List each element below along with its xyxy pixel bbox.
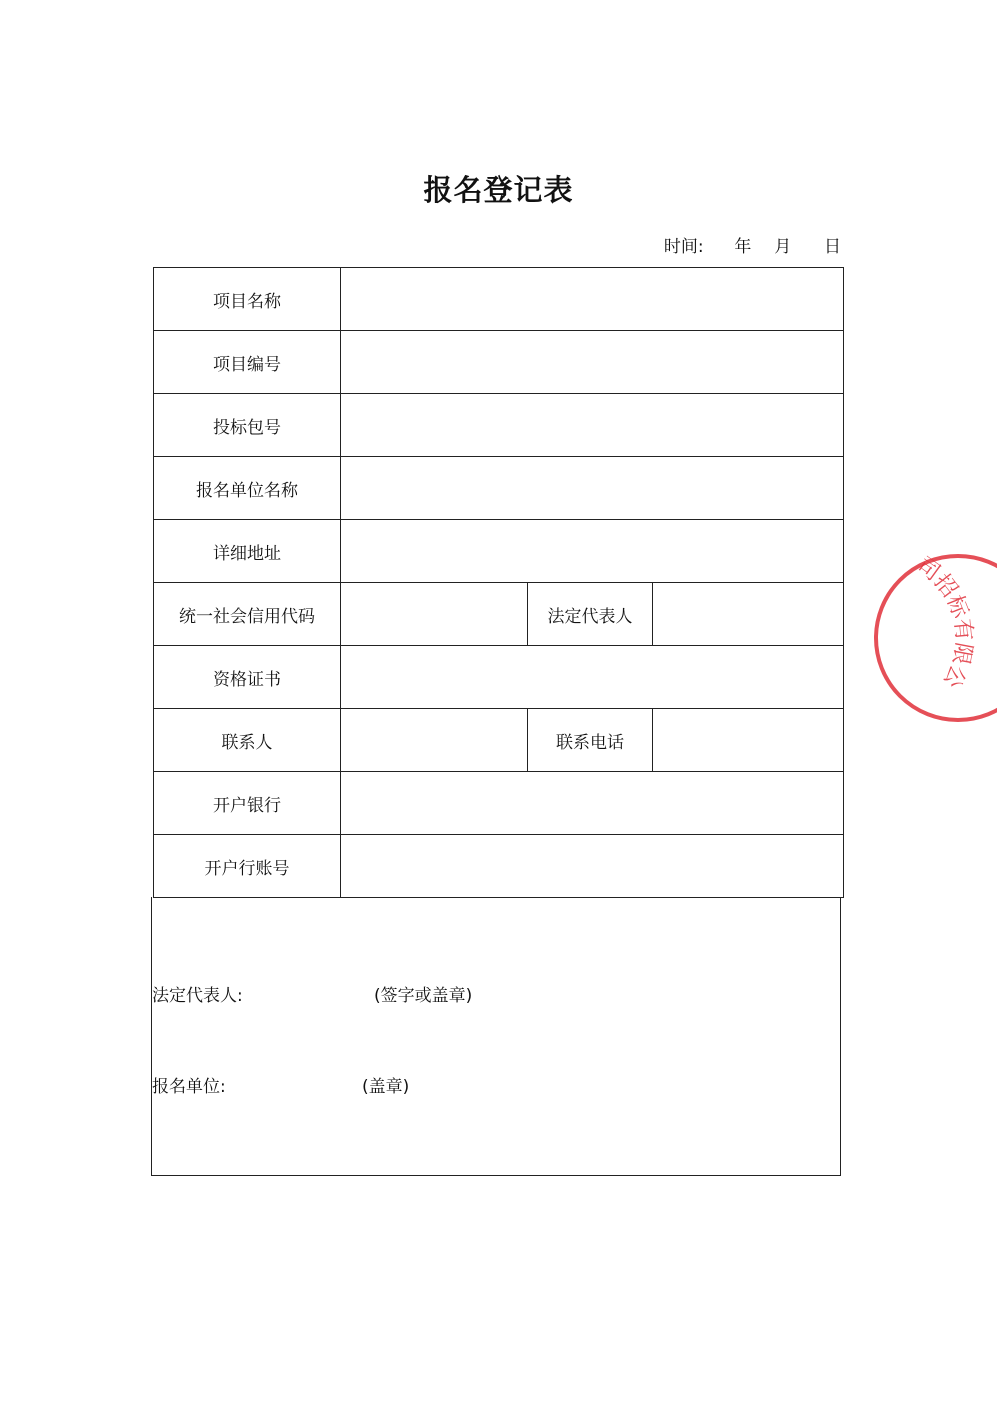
- project-number-field[interactable]: [341, 331, 844, 394]
- red-seal-stamp-icon: [860, 548, 997, 728]
- credit-code-label: 统一社会信用代码: [154, 583, 341, 646]
- table-row: [154, 835, 844, 898]
- table-row: [154, 394, 844, 457]
- legal-rep-signature-note: (签字或盖章): [374, 986, 473, 1006]
- qualification-field[interactable]: [341, 646, 844, 709]
- legal-rep-signature-label: 法定代表人:: [152, 986, 243, 1006]
- legal-rep-field[interactable]: [653, 583, 844, 646]
- date-year-label: 年: [734, 237, 752, 257]
- table-row: [154, 709, 844, 772]
- table-row: [154, 268, 844, 331]
- form-title: 报名登记表: [423, 173, 574, 207]
- svg-text:司招标有限公: [912, 553, 976, 692]
- date-day-label: 日: [824, 237, 841, 257]
- date-line: [664, 232, 841, 257]
- bid-package-label: 投标包号: [154, 394, 341, 457]
- registration-table: [153, 267, 844, 898]
- table-row: [154, 646, 844, 709]
- phone-field[interactable]: [653, 709, 844, 772]
- qualification-label: 资格证书: [154, 646, 341, 709]
- project-name-label: 项目名称: [154, 268, 341, 331]
- date-month-label: 月: [774, 237, 792, 257]
- address-field[interactable]: [341, 520, 844, 583]
- date-label: 时间:: [663, 237, 704, 257]
- unit-signature-note: (盖章): [362, 1077, 410, 1097]
- account-label: 开户行账号: [154, 835, 341, 898]
- bank-field[interactable]: [341, 772, 844, 835]
- project-name-field[interactable]: [341, 268, 844, 331]
- table-row: [154, 583, 844, 646]
- table-row: [154, 772, 844, 835]
- account-field[interactable]: [341, 835, 844, 898]
- address-label: 详细地址: [154, 520, 341, 583]
- credit-code-field[interactable]: [341, 583, 528, 646]
- legal-rep-label: 法定代表人: [528, 583, 653, 646]
- project-number-label: 项目编号: [154, 331, 341, 394]
- signature-box: [151, 897, 841, 1176]
- table-row: [154, 457, 844, 520]
- table-row: [154, 520, 844, 583]
- contact-label: 联系人: [154, 709, 341, 772]
- table-row: [154, 331, 844, 394]
- bank-label: 开户银行: [154, 772, 341, 835]
- unit-signature-label: 报名单位:: [152, 1077, 226, 1097]
- registrant-name-field[interactable]: [341, 457, 844, 520]
- phone-label: 联系电话: [528, 709, 653, 772]
- bid-package-field[interactable]: [341, 394, 844, 457]
- registrant-name-label: 报名单位名称: [154, 457, 341, 520]
- contact-field[interactable]: [341, 709, 528, 772]
- seal-text: 司招标有限公: [911, 552, 977, 692]
